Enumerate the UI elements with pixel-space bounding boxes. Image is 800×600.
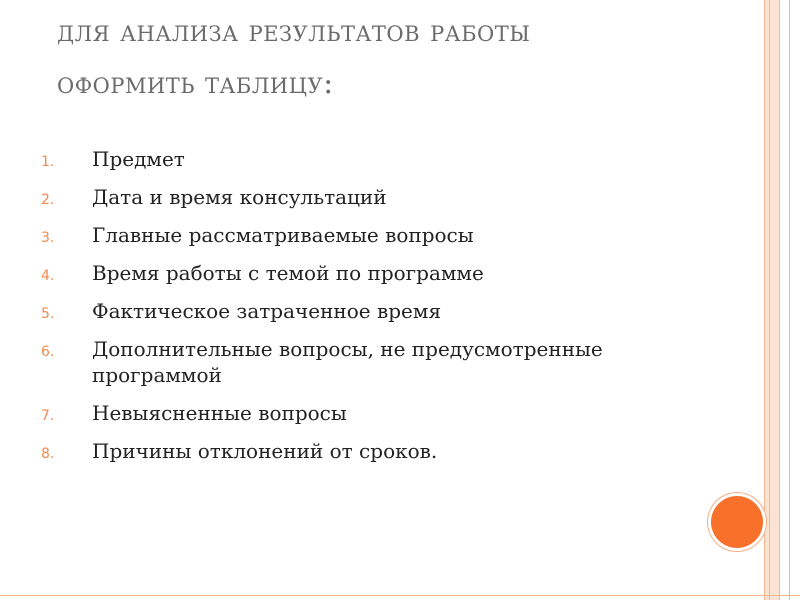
bottom-border-line xyxy=(0,595,800,596)
title-line-2: оформить таблицу: xyxy=(57,66,334,101)
list-number: 4. xyxy=(41,268,55,284)
list-item-text: Дата и время консультаций xyxy=(92,185,387,209)
list-item xyxy=(30,146,690,172)
list-number: 6. xyxy=(41,344,55,360)
border-line xyxy=(764,0,765,600)
list-item xyxy=(30,298,690,324)
list-item-text: Время работы с темой по программе xyxy=(92,261,484,285)
list-item-text: Причины отклонений от сроков. xyxy=(92,439,438,463)
list-number: 5. xyxy=(41,306,55,322)
orange-circle-decoration xyxy=(711,496,763,548)
list-number: 1. xyxy=(41,154,55,170)
list-item xyxy=(30,336,690,388)
title-line-1: для анализа результатов работы xyxy=(57,14,531,49)
numbered-list xyxy=(30,146,690,476)
list-item-text: Фактическое затраченное время xyxy=(92,299,442,323)
list-item-text: Предмет xyxy=(92,147,185,171)
list-item-text: Главные рассматриваемые вопросы xyxy=(92,223,474,247)
list-item xyxy=(30,400,690,426)
border-line xyxy=(789,0,790,600)
border-line xyxy=(779,0,780,600)
list-number: 2. xyxy=(41,192,55,208)
list-item-text: Невыясненные вопросы xyxy=(92,401,347,425)
list-number: 3. xyxy=(41,230,55,246)
slide-title xyxy=(57,6,747,110)
list-item xyxy=(30,260,690,286)
right-border-band xyxy=(764,0,780,600)
border-line xyxy=(769,0,770,600)
list-number: 7. xyxy=(41,408,55,424)
list-item xyxy=(30,438,690,464)
list-item-text: Дополнительные вопросы, не предусмотренные программой xyxy=(92,337,603,387)
list-number: 8. xyxy=(41,446,55,462)
list-item xyxy=(30,222,690,248)
list-item xyxy=(30,184,690,210)
